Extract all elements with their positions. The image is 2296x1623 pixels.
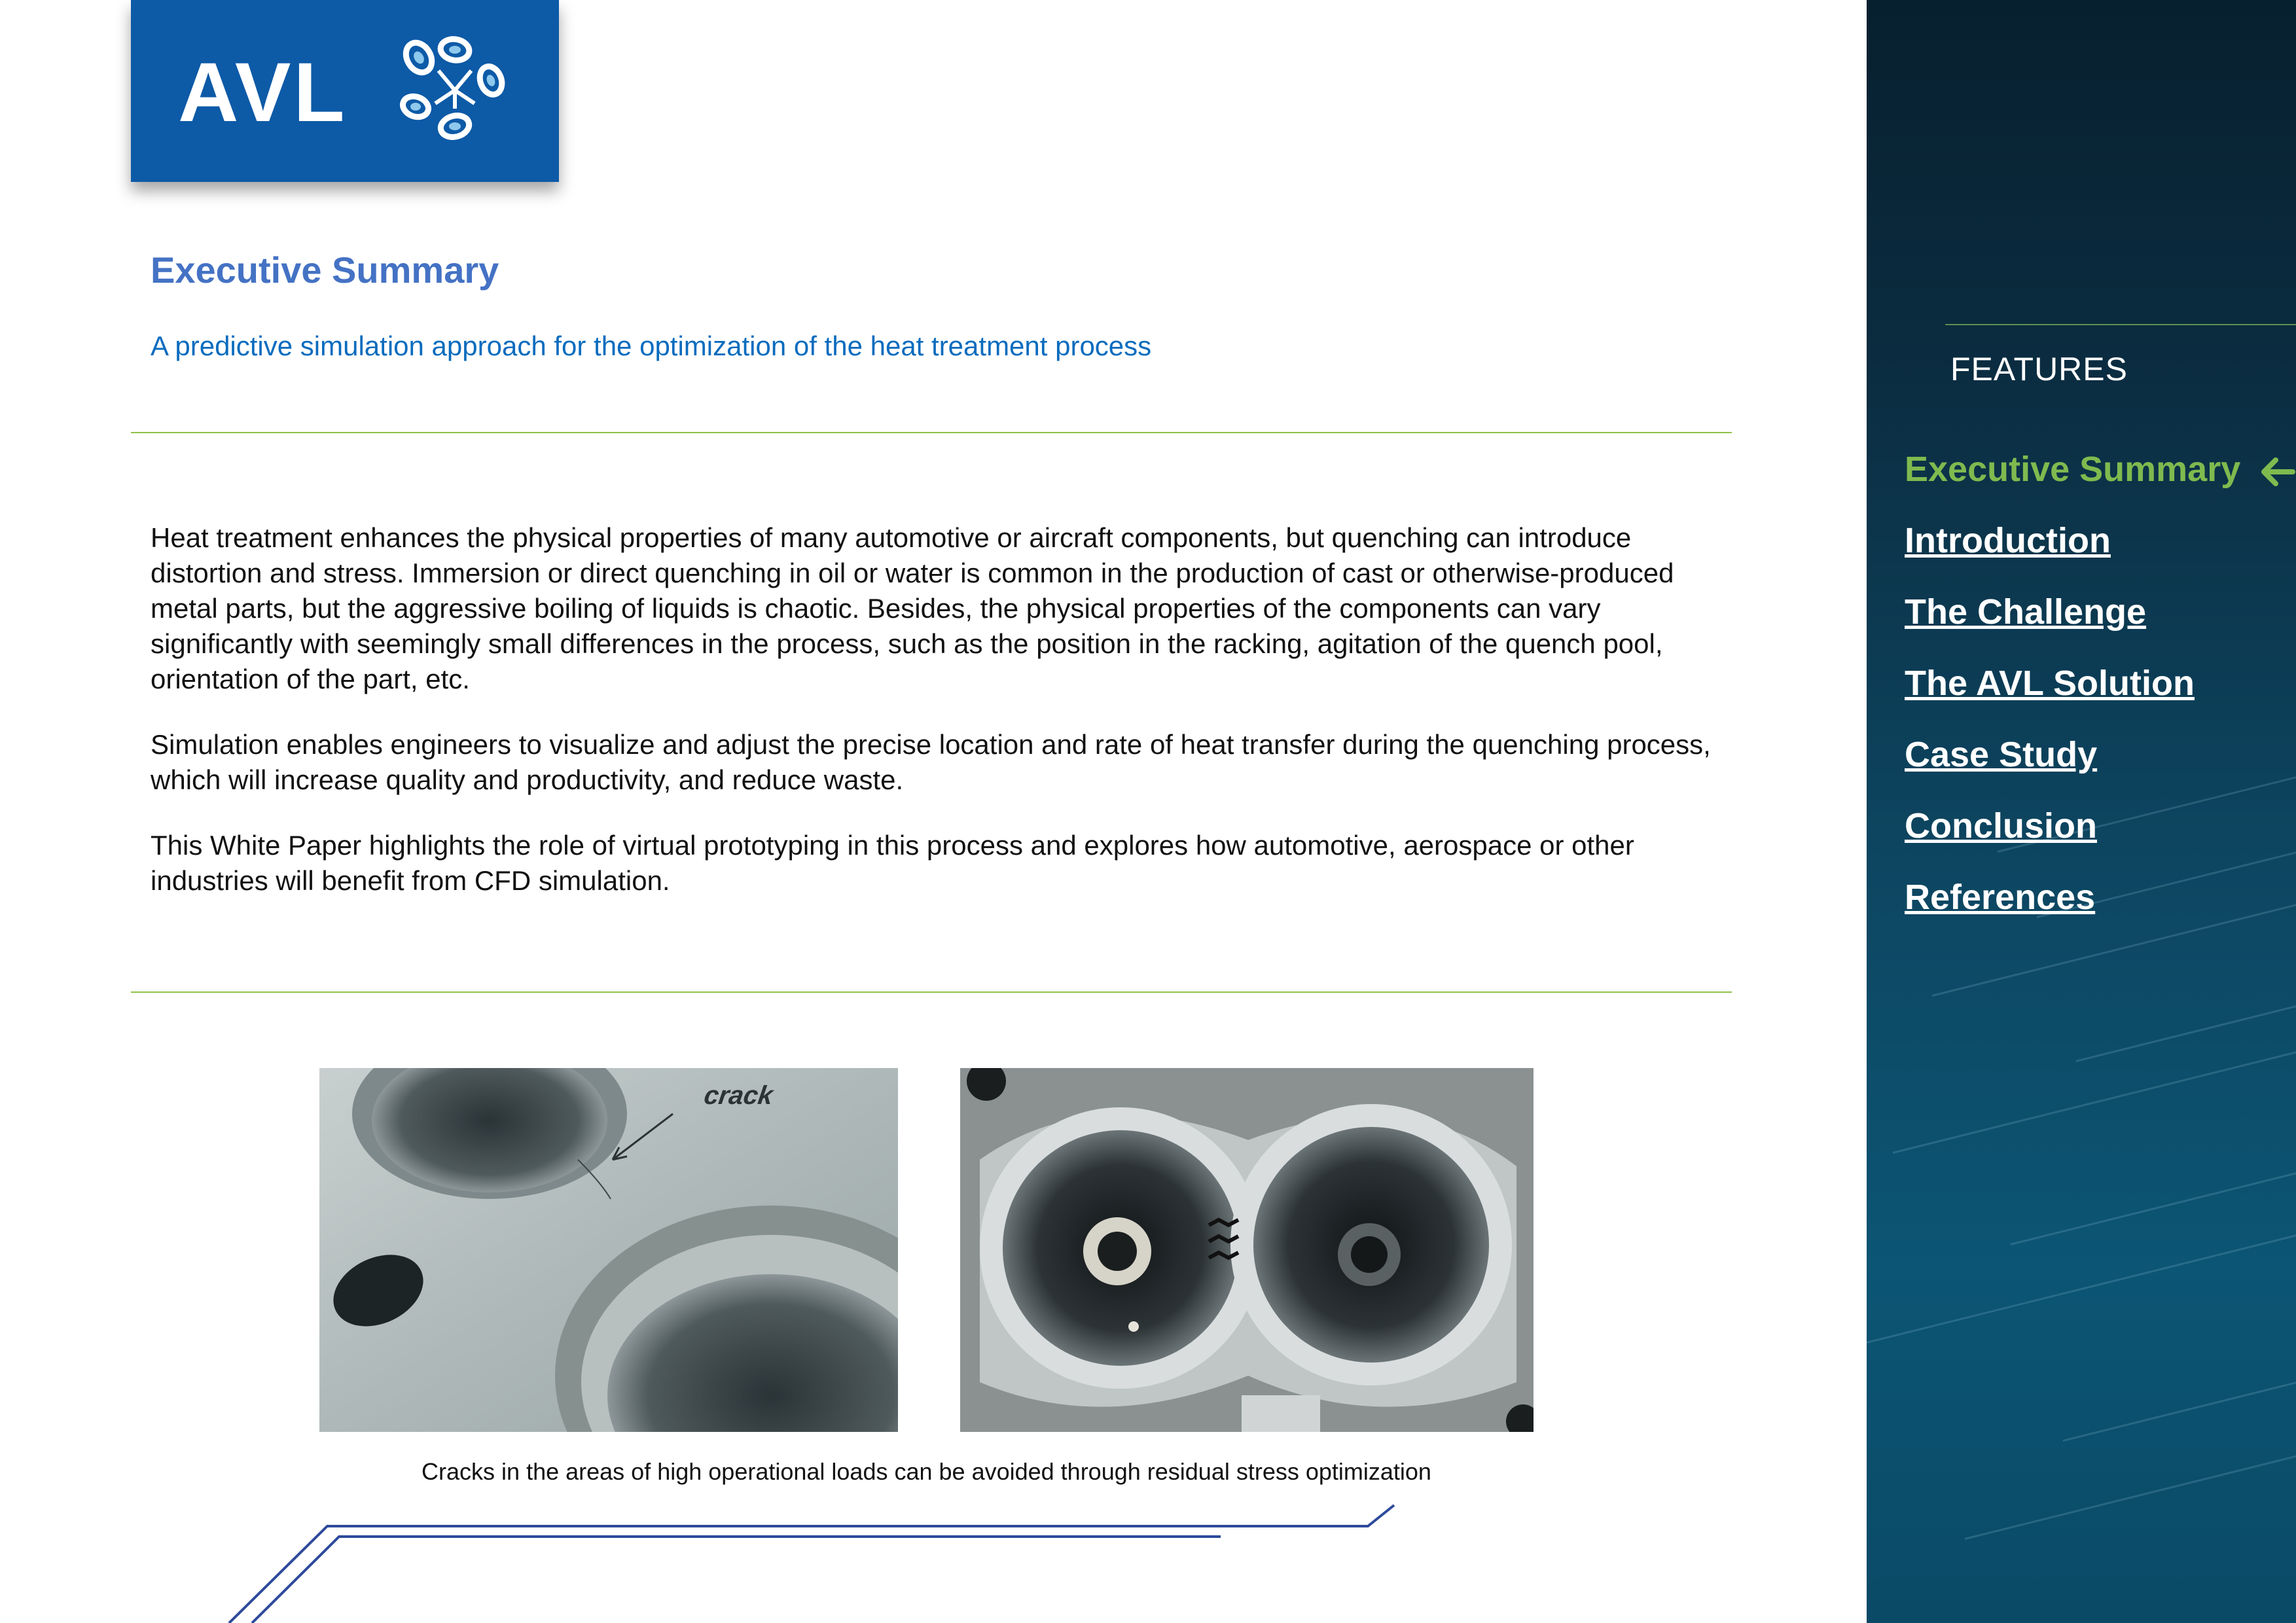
page-title: Executive Summary bbox=[151, 249, 499, 291]
nav-item-conclusion[interactable]: Conclusion bbox=[1905, 806, 2097, 846]
paragraph-3: This White Paper highlights the role of virtual prototyping in this process and explores how automotive, aerospace or other industries will benefit from CFD simulation. bbox=[151, 830, 1634, 896]
nav-item-introduction[interactable]: Introduction bbox=[1905, 521, 2111, 560]
sidebar-divider bbox=[1945, 324, 2296, 325]
sidebar-nav bbox=[1905, 452, 2295, 951]
divider-top bbox=[131, 432, 1732, 433]
nav-item-the-avl-solution[interactable]: The AVL Solution bbox=[1905, 664, 2195, 703]
decorative-lines bbox=[223, 1499, 1564, 1623]
nav-item-references[interactable]: References bbox=[1905, 878, 2096, 917]
paragraph-1: Heat treatment enhances the physical properties of many automotive or aircraft components, but quenching can introduce distortion and stress. Immersion or direct quenching in oil or water is common in the production of cast or otherwise-produced metal parts, but the aggressive boiling of liquids is chaotic. Besides, the physical properties of the components can vary significantly with seemingly small differences in the process, such as the position in the racking, agitation of the quench pool, orientation of the part, etc. bbox=[151, 522, 1674, 694]
nav-item-executive-summary[interactable] bbox=[1905, 452, 2295, 488]
divider-bottom bbox=[131, 991, 1732, 993]
nav-item-case-study[interactable]: Case Study bbox=[1905, 735, 2098, 774]
features-sidebar bbox=[1867, 0, 2296, 1623]
nav-item-the-challenge[interactable]: The Challenge bbox=[1905, 592, 2147, 632]
arrow-left-icon bbox=[2259, 457, 2295, 487]
nav-item-label: Executive Summary bbox=[1905, 450, 2241, 489]
figure-caption: Cracks in the areas of high operational loads can be avoided through residual stress optimization bbox=[422, 1458, 1431, 1485]
body-text bbox=[151, 520, 1721, 929]
logo-text: AVL bbox=[178, 46, 348, 139]
features-heading: FEATURES bbox=[1950, 351, 2128, 387]
avl-logo bbox=[131, 0, 559, 182]
page-subtitle: A predictive simulation approach for the optimization of the heat treatment process bbox=[151, 330, 1152, 361]
avl-logo-mark-icon bbox=[393, 31, 517, 149]
photo-cylinder-head-crack bbox=[319, 1068, 898, 1432]
crack-label: crack bbox=[702, 1081, 775, 1110]
photo-valve-seat-cracks bbox=[960, 1068, 1534, 1432]
paragraph-2: Simulation enables engineers to visualize and adjust the precise location and rate of heat transfer during the quenching process, which will increase quality and productivity, and reduce waste. bbox=[151, 729, 1711, 795]
